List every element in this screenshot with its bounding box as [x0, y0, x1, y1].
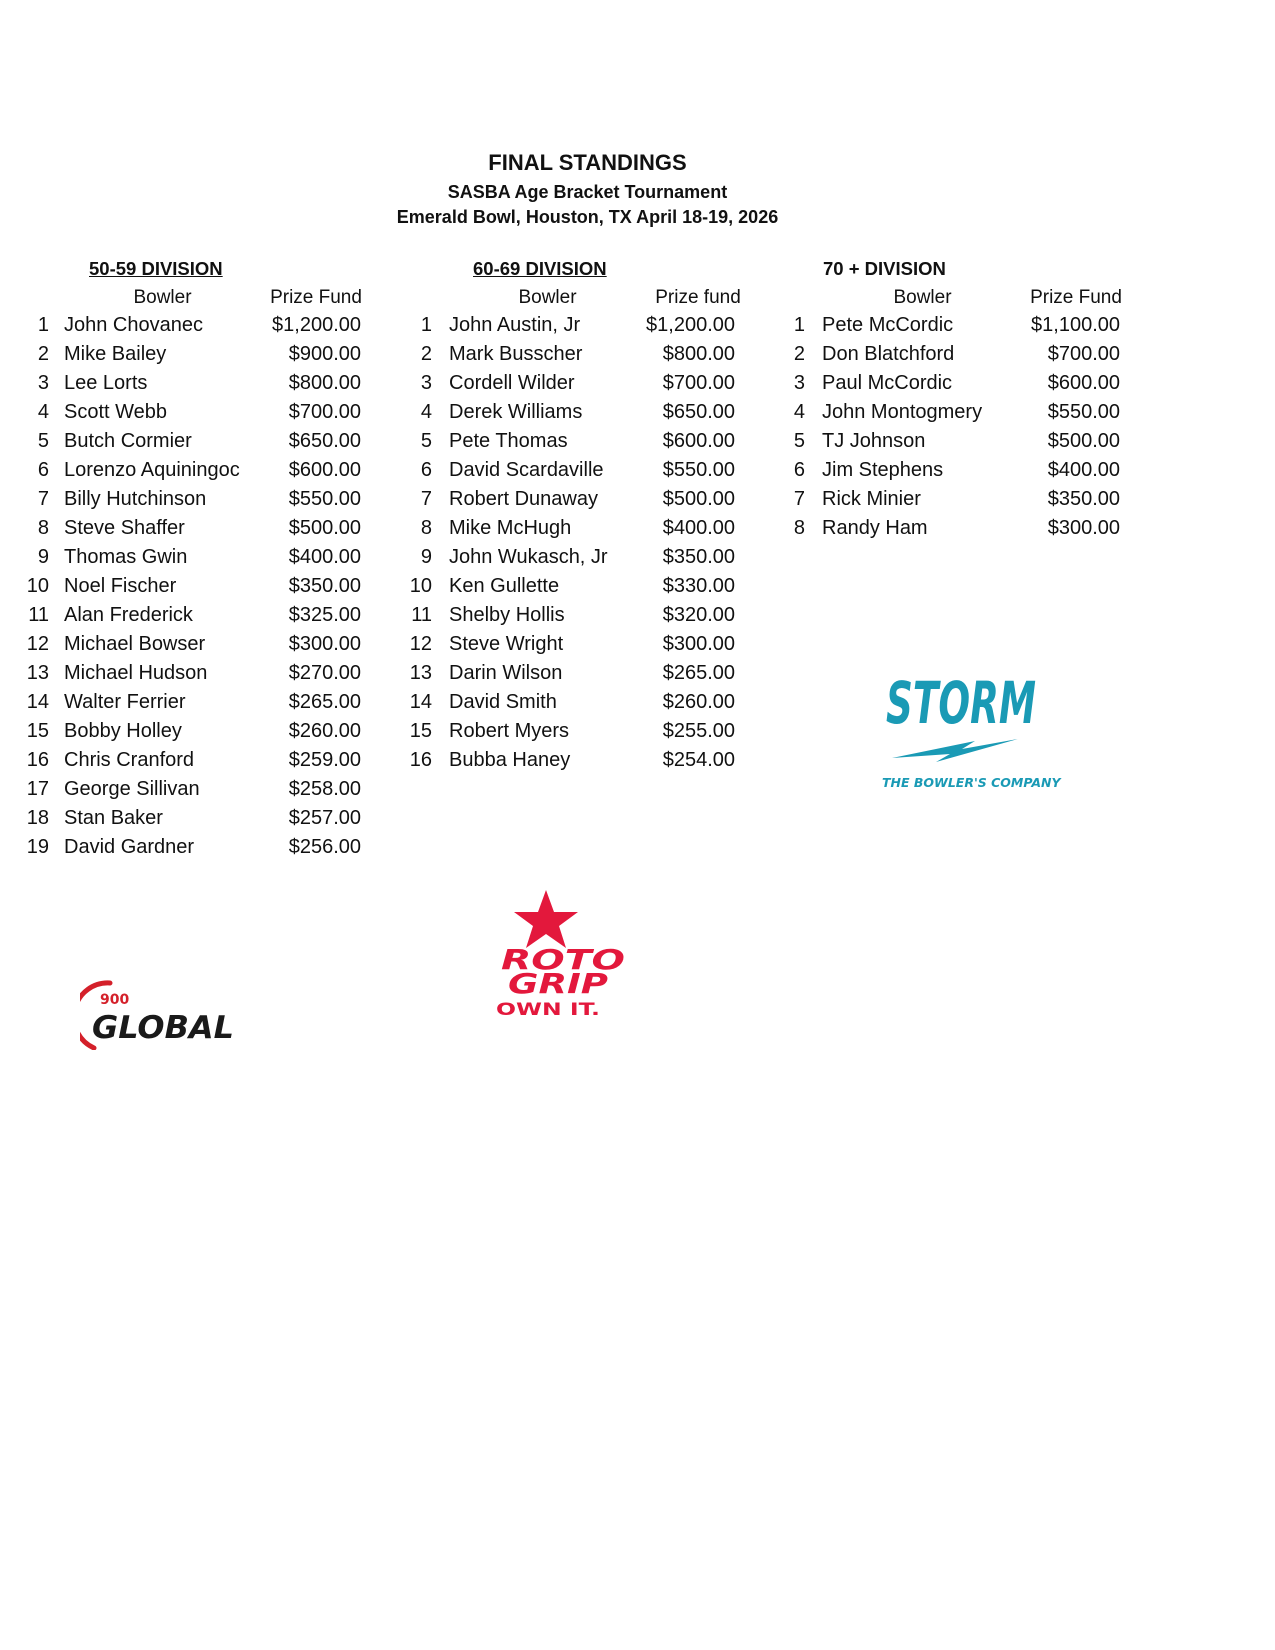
bowler-column-header: Bowler: [133, 287, 192, 308]
rank-number: 8: [37, 517, 49, 539]
rank-number: 11: [411, 604, 432, 626]
prize-amount: $650.00: [288, 430, 361, 452]
prize-amount: $330.00: [662, 575, 735, 597]
division-title: 70 + DIVISION: [823, 258, 946, 279]
prize-amount: $500.00: [662, 488, 735, 510]
prize-amount: $550.00: [662, 459, 735, 481]
prize-amount: $700.00: [288, 401, 361, 423]
division-title: 60-69 DIVISION: [473, 258, 607, 279]
tournament-name: SASBA Age Bracket Tournament: [447, 182, 728, 202]
rank-number: 1: [793, 314, 805, 336]
prize-amount: $700.00: [662, 372, 735, 394]
prize-amount: $300.00: [1047, 517, 1120, 539]
prize-amount: $700.00: [1047, 343, 1120, 365]
rank-number: 7: [793, 488, 805, 510]
bowler-name: John Austin, Jr: [449, 314, 581, 336]
bowler-name: John Montogmery: [822, 401, 983, 423]
rank-number: 5: [37, 430, 49, 452]
bowler-name: Robert Dunaway: [449, 488, 598, 510]
bowler-name: Butch Cormier: [64, 430, 192, 452]
bowler-name: Steve Wright: [449, 633, 564, 655]
bowler-name: Mark Busscher: [449, 343, 583, 365]
prize-amount: $400.00: [662, 517, 735, 539]
star-icon: [514, 890, 578, 948]
bowler-name: Alan Frederick: [64, 604, 193, 626]
bowler-name: Steve Shaffer: [64, 517, 185, 539]
bowler-name: Paul McCordic: [822, 372, 953, 394]
rank-number: 7: [37, 488, 49, 510]
rank-number: 3: [793, 372, 805, 394]
bowler-name: David Gardner: [64, 836, 195, 858]
bowler-name: Shelby Hollis: [449, 604, 565, 626]
rank-number: 8: [793, 517, 805, 539]
rank-number: 12: [26, 633, 49, 655]
prize-amount: $900.00: [288, 343, 361, 365]
global-wordmark: GLOBAL: [92, 1010, 234, 1046]
roto-text: ROTO: [501, 943, 625, 976]
rank-number: 2: [37, 343, 49, 365]
bowler-name: Ken Gullette: [449, 575, 560, 597]
bowler-name: Mike McHugh: [449, 517, 572, 539]
page-title: FINAL STANDINGS: [488, 150, 687, 175]
prize-amount: $300.00: [288, 633, 361, 655]
prize-amount: $325.00: [288, 604, 361, 626]
prize-amount: $350.00: [288, 575, 361, 597]
rank-number: 14: [409, 691, 432, 713]
rank-number: 19: [26, 836, 49, 858]
rank-number: 1: [37, 314, 49, 336]
rank-number: 14: [26, 691, 49, 713]
prize-amount: $600.00: [288, 459, 361, 481]
prize-amount: $550.00: [288, 488, 361, 510]
rank-number: 3: [37, 372, 49, 394]
rank-number: 9: [37, 546, 49, 568]
prize-amount: $258.00: [288, 778, 361, 800]
rank-number: 15: [409, 720, 432, 742]
prize-amount: $650.00: [662, 401, 735, 423]
bowler-name: John Wukasch, Jr: [449, 546, 608, 568]
prize-amount: $255.00: [662, 720, 735, 742]
grip-text: GRIP: [508, 967, 609, 1000]
prize-amount: $320.00: [662, 604, 735, 626]
bowler-name: Don Blatchford: [822, 343, 955, 365]
rank-number: 4: [37, 401, 49, 423]
division-title: 50-59 DIVISION: [89, 258, 223, 279]
global-number: 900: [100, 992, 130, 1008]
prize-amount: $260.00: [288, 720, 361, 742]
prize-amount: $600.00: [1047, 372, 1120, 394]
rank-number: 2: [793, 343, 805, 365]
rank-number: 5: [793, 430, 805, 452]
bowler-name: John Chovanec: [64, 314, 203, 336]
rank-number: 15: [26, 720, 49, 742]
roto-grip-logo: [488, 890, 638, 1020]
lightning-bolt-icon: [892, 739, 1018, 762]
event-location-date: Emerald Bowl, Houston, TX April 18-19, 2026: [396, 207, 779, 227]
rank-number: 16: [26, 749, 49, 771]
prize-amount: $257.00: [288, 807, 361, 829]
prize-amount: $500.00: [288, 517, 361, 539]
rank-number: 5: [420, 430, 432, 452]
prize-amount: $1,200.00: [272, 314, 361, 336]
bowler-name: Michael Bowser: [64, 633, 206, 655]
bowler-name: Chris Cranford: [64, 749, 195, 771]
bowler-name: Pete McCordic: [822, 314, 954, 336]
prize-amount: $1,100.00: [1031, 314, 1120, 336]
bowler-name: George Sillivan: [64, 778, 200, 800]
prize-column-header: Prize fund: [655, 287, 741, 308]
prize-amount: $265.00: [662, 662, 735, 684]
bowler-name: Noel Fischer: [64, 575, 177, 597]
prize-amount: $800.00: [288, 372, 361, 394]
prize-amount: $550.00: [1047, 401, 1120, 423]
rank-number: 4: [793, 401, 805, 423]
storm-logo: [880, 665, 1100, 790]
rank-number: 13: [409, 662, 432, 684]
bowler-name: Thomas Gwin: [64, 546, 188, 568]
rank-number: 18: [26, 807, 49, 829]
prize-amount: $600.00: [662, 430, 735, 452]
prize-amount: $300.00: [662, 633, 735, 655]
prize-amount: $254.00: [662, 749, 735, 771]
900-global-logo: [80, 980, 250, 1050]
rank-number: 9: [420, 546, 432, 568]
rank-number: 2: [420, 343, 432, 365]
prize-amount: $350.00: [1047, 488, 1120, 510]
prize-amount: $260.00: [662, 691, 735, 713]
bowler-name: Jim Stephens: [822, 459, 944, 481]
prize-amount: $400.00: [1047, 459, 1120, 481]
bowler-name: Randy Ham: [822, 517, 928, 539]
prize-amount: $259.00: [288, 749, 361, 771]
rank-number: 16: [409, 749, 432, 771]
prize-amount: $256.00: [288, 836, 361, 858]
rank-number: 6: [793, 459, 805, 481]
rank-number: 6: [37, 459, 49, 481]
prize-amount: $800.00: [662, 343, 735, 365]
bowler-name: Lee Lorts: [64, 372, 148, 394]
bowler-name: Lorenzo Aquiningoc: [64, 459, 240, 481]
bowler-name: Bubba Haney: [449, 749, 571, 771]
bowler-name: Robert Myers: [449, 720, 570, 742]
bowler-name: Scott Webb: [64, 401, 168, 423]
bowler-name: Mike Bailey: [64, 343, 167, 365]
prize-column-header: Prize Fund: [1030, 287, 1122, 308]
rank-number: 8: [420, 517, 432, 539]
roto-grip-tagline: OWN IT.: [496, 1000, 600, 1020]
storm-wordmark: STORM: [886, 669, 1036, 737]
bowler-name: David Scardaville: [449, 459, 604, 481]
prize-amount: $500.00: [1047, 430, 1120, 452]
bowler-name: Cordell Wilder: [449, 372, 575, 394]
prize-amount: $265.00: [288, 691, 361, 713]
rank-number: 11: [28, 604, 49, 626]
bowler-column-header: Bowler: [893, 287, 952, 308]
prize-amount: $270.00: [288, 662, 361, 684]
bowler-name: David Smith: [449, 691, 557, 713]
rank-number: 3: [420, 372, 432, 394]
bowler-name: Darin Wilson: [449, 662, 563, 684]
bowler-name: Bobby Holley: [64, 720, 182, 742]
rank-number: 1: [420, 314, 432, 336]
prize-amount: $400.00: [288, 546, 361, 568]
bowler-name: Stan Baker: [64, 807, 163, 829]
bowler-name: Rick Minier: [822, 488, 921, 510]
bowler-name: Michael Hudson: [64, 662, 208, 684]
prize-amount: $350.00: [662, 546, 735, 568]
rank-number: 10: [409, 575, 432, 597]
bowler-column-header: Bowler: [518, 287, 577, 308]
bowler-name: Derek Williams: [449, 401, 583, 423]
storm-tagline: THE BOWLER'S COMPANY: [882, 775, 1061, 790]
rank-number: 10: [26, 575, 49, 597]
rank-number: 7: [420, 488, 432, 510]
bowler-name: Walter Ferrier: [64, 691, 186, 713]
rank-number: 17: [26, 778, 49, 800]
rank-number: 6: [420, 459, 432, 481]
prize-amount: $1,200.00: [646, 314, 735, 336]
rank-number: 12: [409, 633, 432, 655]
prize-column-header: Prize Fund: [270, 287, 362, 308]
rank-number: 13: [26, 662, 49, 684]
bowler-name: TJ Johnson: [822, 430, 926, 452]
bowler-name: Billy Hutchinson: [64, 488, 207, 510]
bowler-name: Pete Thomas: [449, 430, 568, 452]
rank-number: 4: [420, 401, 432, 423]
